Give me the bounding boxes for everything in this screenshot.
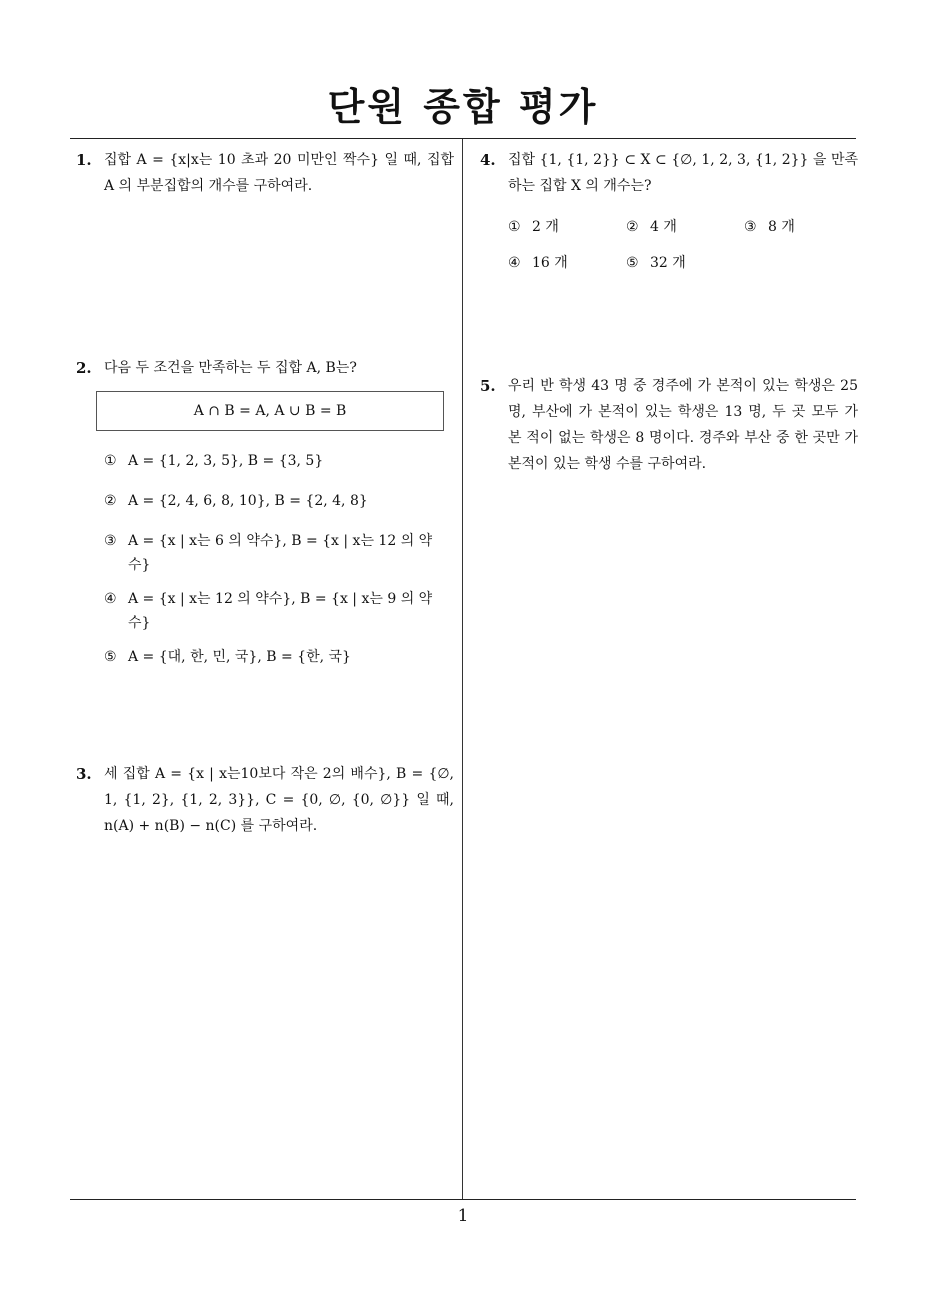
problem-number: 2.	[76, 359, 92, 377]
problem-4	[480, 147, 858, 275]
choice-4	[104, 587, 454, 635]
choice-text: 16 개	[532, 255, 568, 271]
problem-number: 5.	[480, 377, 496, 395]
problem-stem: 집합 A = {x|x는 10 초과 20 미만인 짝수} 일 때, 집합 A 의 부분집합의 개수를 구하여라.	[104, 152, 454, 194]
choice-2	[626, 215, 744, 239]
problem-number: 4.	[480, 151, 496, 169]
choice-3	[744, 215, 862, 239]
problem-number: 1.	[76, 151, 92, 169]
choice-text: A = {x | x는 6 의 약수}, B = {x | x는 12 의 약수}	[128, 533, 433, 573]
problem-1	[76, 147, 454, 199]
choice-text: A = {대, 한, 민, 국}, B = {한, 국}	[128, 649, 351, 665]
choice-text: 2 개	[532, 219, 559, 235]
choice-mark: ②	[104, 493, 117, 509]
problem-stem: 다음 두 조건을 만족하는 두 집합 A, B는?	[104, 360, 357, 376]
condition-box: A ∩ B = A, A ∪ B = B	[96, 391, 444, 431]
choice-5	[626, 251, 744, 275]
choice-4	[508, 251, 626, 275]
choice-mark: ④	[508, 255, 521, 271]
choice-mark: ③	[104, 533, 117, 549]
choice-mark: ⑤	[626, 255, 639, 271]
choice-1	[104, 449, 454, 473]
choice-1	[508, 215, 626, 239]
choice-mark: ⑤	[104, 649, 117, 665]
choice-mark: ①	[508, 219, 521, 235]
choice-mark: ④	[104, 591, 117, 607]
page-title: 단원 종합 평가	[327, 85, 599, 129]
problem-2	[76, 355, 454, 669]
problem-5	[480, 373, 858, 477]
choice-mark: ①	[104, 453, 117, 469]
footer-rule	[70, 1199, 856, 1200]
problem-number: 3.	[76, 765, 92, 783]
problem-stem: 우리 반 학생 43 명 중 경주에 가 본적이 있는 학생은 25 명, 부산에 가 본적이 있는 학생은 13 명, 두 곳 모두 가 본 적이 없는 학생은 8 명이다. 경주와 부산 중 한 곳만 가 본적이 있는 학생 수를 구하여라.	[508, 378, 858, 472]
choice-text: A = {x | x는 12 의 약수}, B = {x | x는 9 의 약수}	[128, 591, 433, 631]
problem-3	[76, 761, 454, 839]
choice-text: 8 개	[768, 219, 795, 235]
choice-text: 4 개	[650, 219, 677, 235]
choice-mark: ③	[744, 219, 757, 235]
problem-stem: 집합 {1, {1, 2}} ⊂ X ⊂ {∅, 1, 2, 3, {1, 2}} 을 만족하는 집합 X 의 개수는?	[508, 152, 858, 194]
page-number: 1	[457, 1206, 469, 1226]
choice-3	[104, 529, 454, 577]
header-rule	[70, 138, 856, 139]
choice-text: A = {1, 2, 3, 5}, B = {3, 5}	[128, 453, 324, 469]
column-divider	[462, 139, 463, 1200]
choice-text: 32 개	[650, 255, 686, 271]
problem-stem: 세 집합 A = {x | x는10보다 작은 2의 배수}, B = {∅, 1, {1, 2}, {1, 2, 3}}, C = {0, ∅, {0, ∅}} 일 때, n(A) + n(B) − n(C) 를 구하여라.	[104, 766, 454, 834]
choice-mark: ②	[626, 219, 639, 235]
choice-2	[104, 489, 454, 513]
choice-5	[104, 645, 454, 669]
choice-text: A = {2, 4, 6, 8, 10}, B = {2, 4, 8}	[128, 493, 368, 509]
